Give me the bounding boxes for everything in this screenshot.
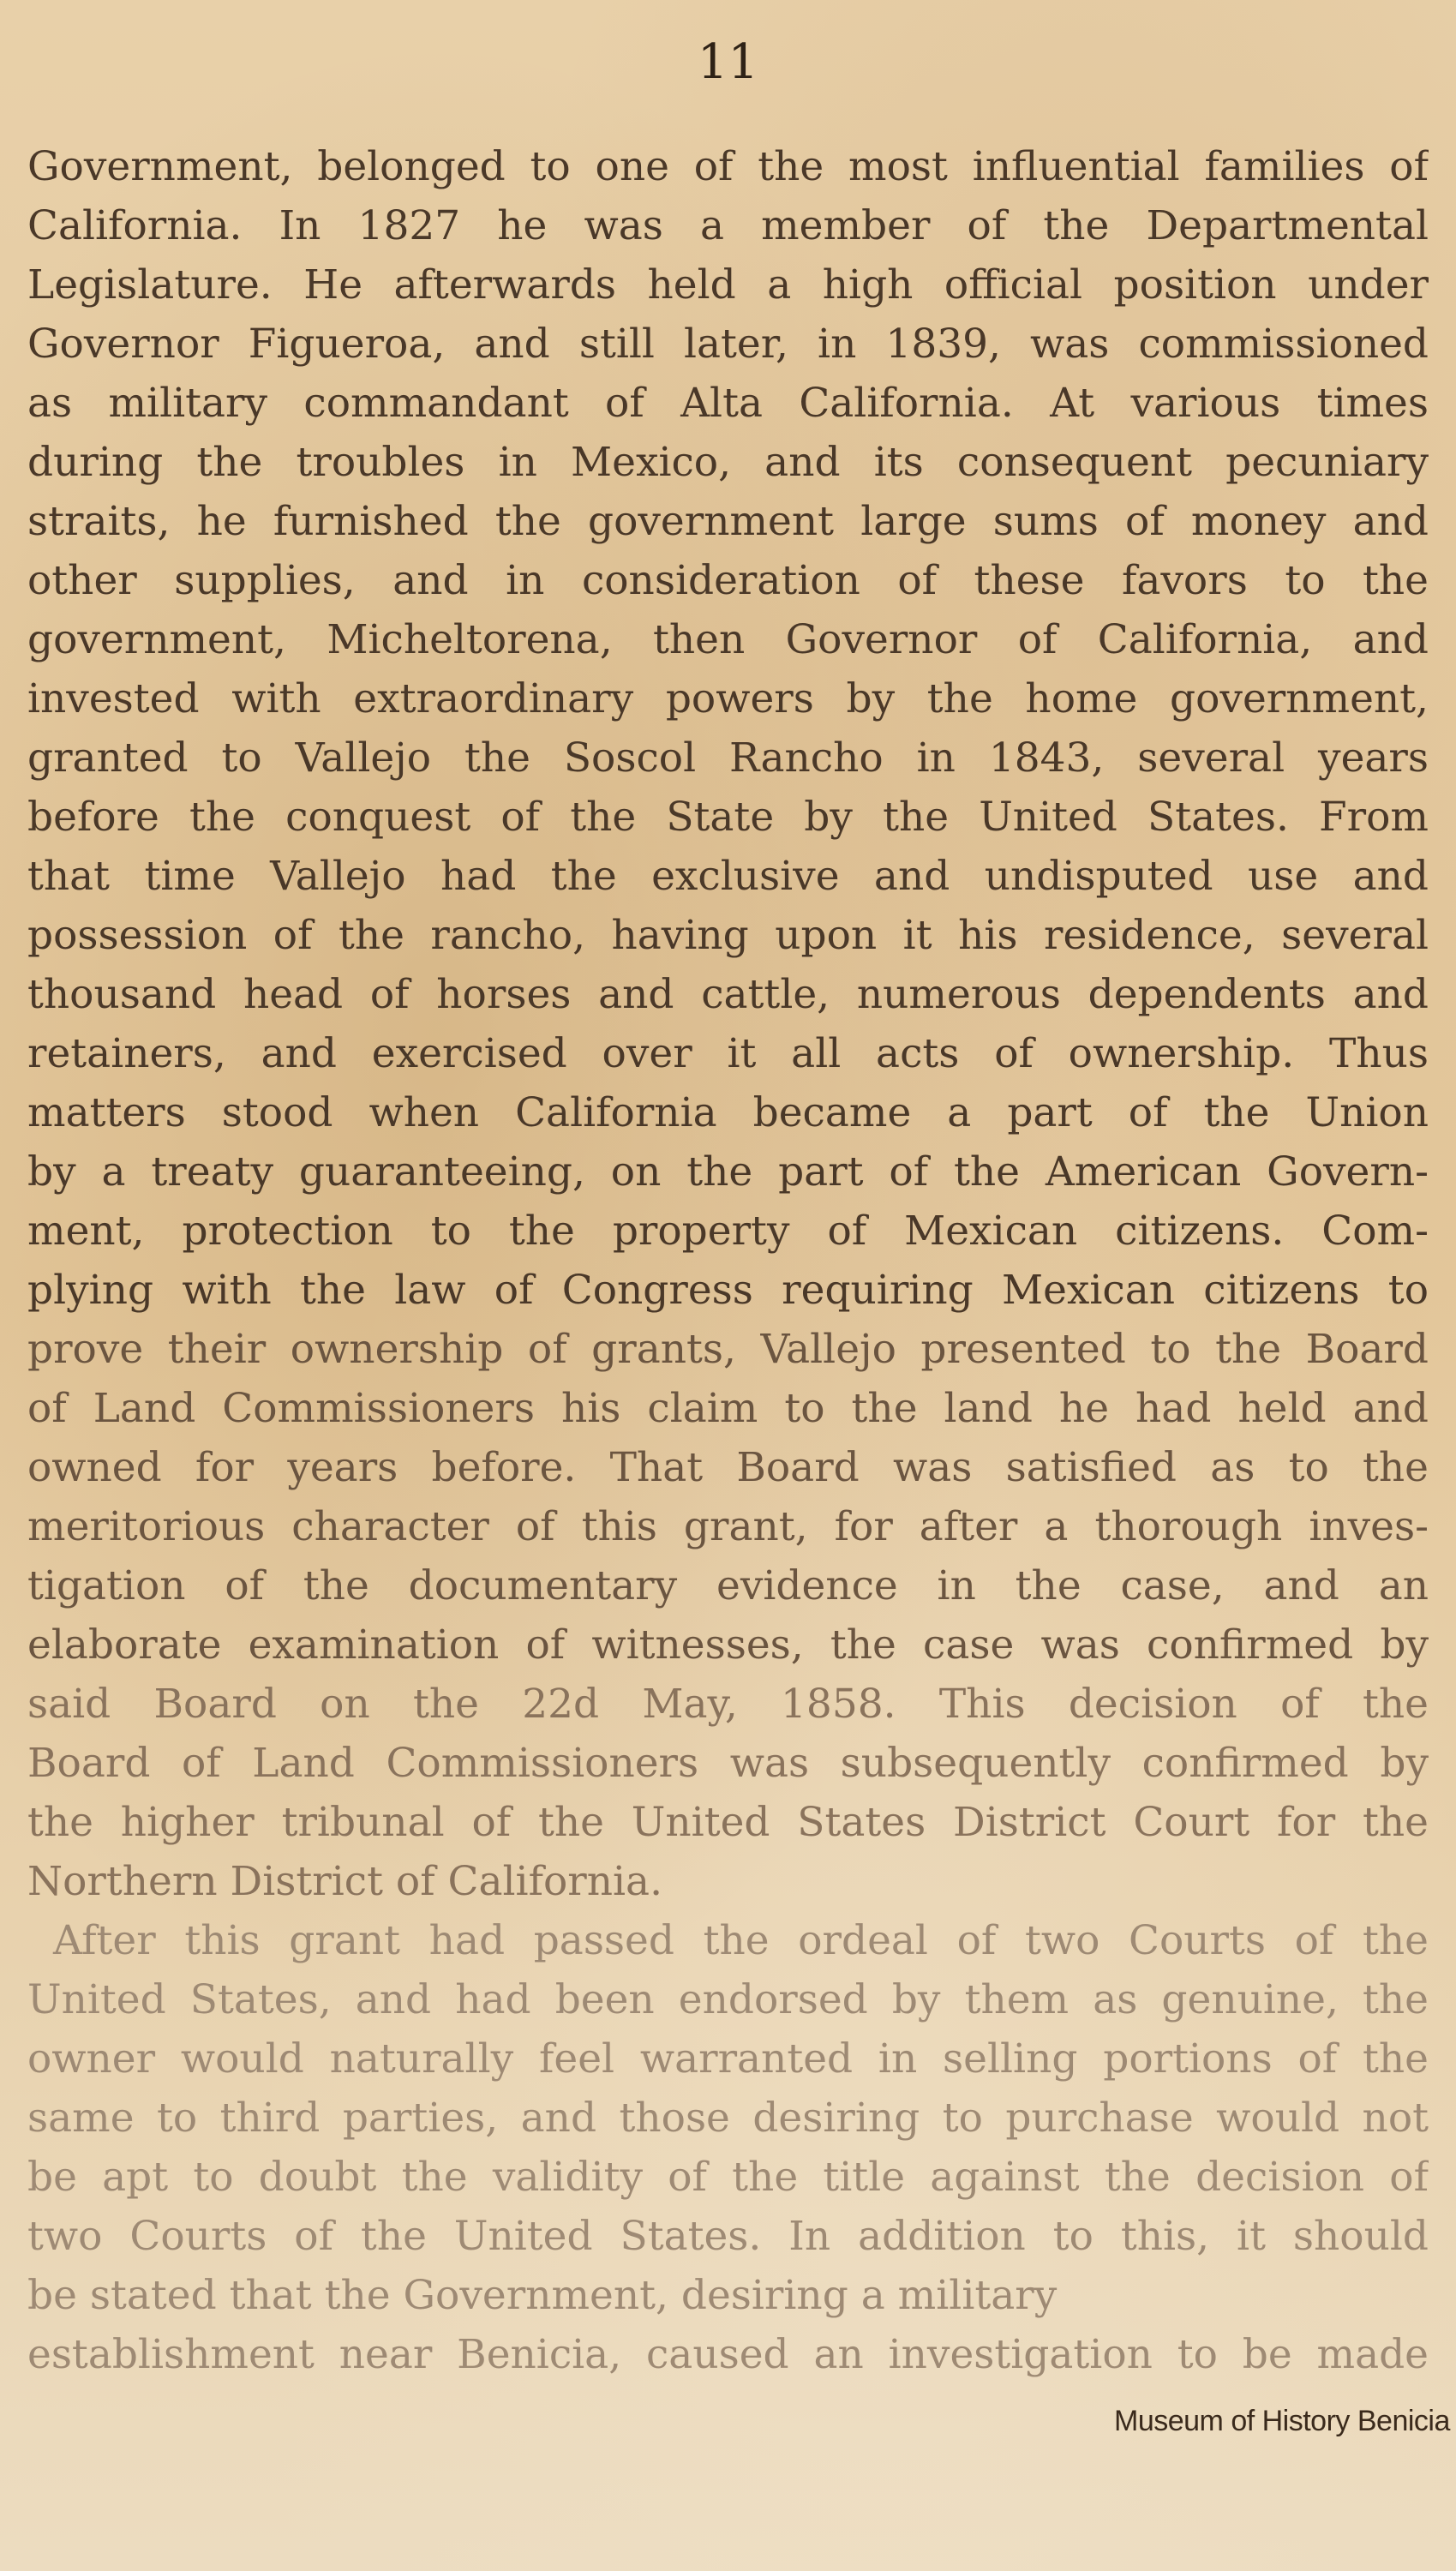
text-line: government, Micheltorena, then Governor of California, and — [27, 616, 1429, 663]
text-line: Board of Land Commissioners was subsequently confirmed by — [27, 1740, 1429, 1787]
text-line: during the troubles in Mexico, and its consequent pecuniary — [27, 439, 1429, 486]
text-line: retainers, and exercised over it all acts of ownership. Thus — [27, 1030, 1429, 1077]
text-line: tigation of the documentary evidence in the case, and an — [27, 1562, 1429, 1609]
museum-watermark: Museum of History Benicia — [1114, 2405, 1450, 2437]
text-line: owned for years before. That Board was satisfied as to the — [27, 1444, 1429, 1491]
text-line: Legislature. He afterwards held a high official position under — [27, 261, 1429, 309]
text-line: Government, belonged to one of the most influential families of — [27, 143, 1429, 190]
text-line: by a treaty guaranteeing, on the part of the American Govern- — [27, 1148, 1429, 1196]
text-line: California. In 1827 he was a member of the Departmental — [27, 202, 1429, 249]
text-line: other supplies, and in consideration of these favors to the — [27, 557, 1429, 604]
text-line: be stated that the Government, desiring a military — [27, 2272, 1058, 2319]
text-line: as military commandant of Alta California. At various times — [27, 380, 1429, 427]
text-line: plying with the law of Congress requiring Mexican citizens to — [27, 1267, 1429, 1314]
body-text — [27, 137, 1429, 2384]
text-line: establishment near Benicia, caused an investigation to be made — [27, 2331, 1429, 2378]
text-line: possession of the rancho, having upon it his residence, several — [27, 912, 1429, 959]
text-line: that time Vallejo had the exclusive and undisputed use and — [27, 853, 1429, 900]
text-line: elaborate examination of witnesses, the case was confirmed by — [27, 1621, 1429, 1669]
text-line: owner would naturally feel warranted in selling portions of the — [27, 2035, 1429, 2083]
text-line: Northern District of California. — [27, 1858, 663, 1905]
text-line: straits, he furnished the government large sums of money and — [27, 498, 1429, 545]
text-line: the higher tribunal of the United States District Court for the — [27, 1799, 1429, 1846]
text-line: After this grant had passed the ordeal of two Courts of the — [53, 1917, 1429, 1964]
page-number: 11 — [697, 34, 759, 90]
text-line: said Board on the 22d May, 1858. This decision of the — [27, 1681, 1429, 1728]
text-line: meritorious character of this grant, for after a thorough inves- — [27, 1503, 1429, 1550]
text-line: invested with extraordinary powers by the home government, — [27, 675, 1429, 722]
text-line: thousand head of horses and cattle, numerous dependents and — [27, 971, 1429, 1018]
text-line: granted to Vallejo the Soscol Rancho in 1843, several years — [27, 734, 1429, 782]
text-line: prove their ownership of grants, Vallejo presented to the Board — [27, 1326, 1429, 1373]
text-line: matters stood when California became a part of the Union — [27, 1089, 1429, 1136]
text-line: United States, and had been endorsed by them as genuine, the — [27, 1976, 1429, 2023]
text-line: be apt to doubt the validity of the title against the decision of — [27, 2154, 1429, 2201]
text-line: two Courts of the United States. In addition to this, it should — [27, 2213, 1429, 2260]
text-line: before the conquest of the State by the United States. From — [27, 794, 1429, 841]
text-line: Governor Figueroa, and still later, in 1839, was commissioned — [27, 321, 1429, 368]
text-line: of Land Commissioners his claim to the land he had held and — [27, 1385, 1429, 1432]
text-line: same to third parties, and those desiring to purchase would not — [27, 2095, 1429, 2142]
text-line: ment, protection to the property of Mexican citizens. Com- — [27, 1208, 1429, 1255]
